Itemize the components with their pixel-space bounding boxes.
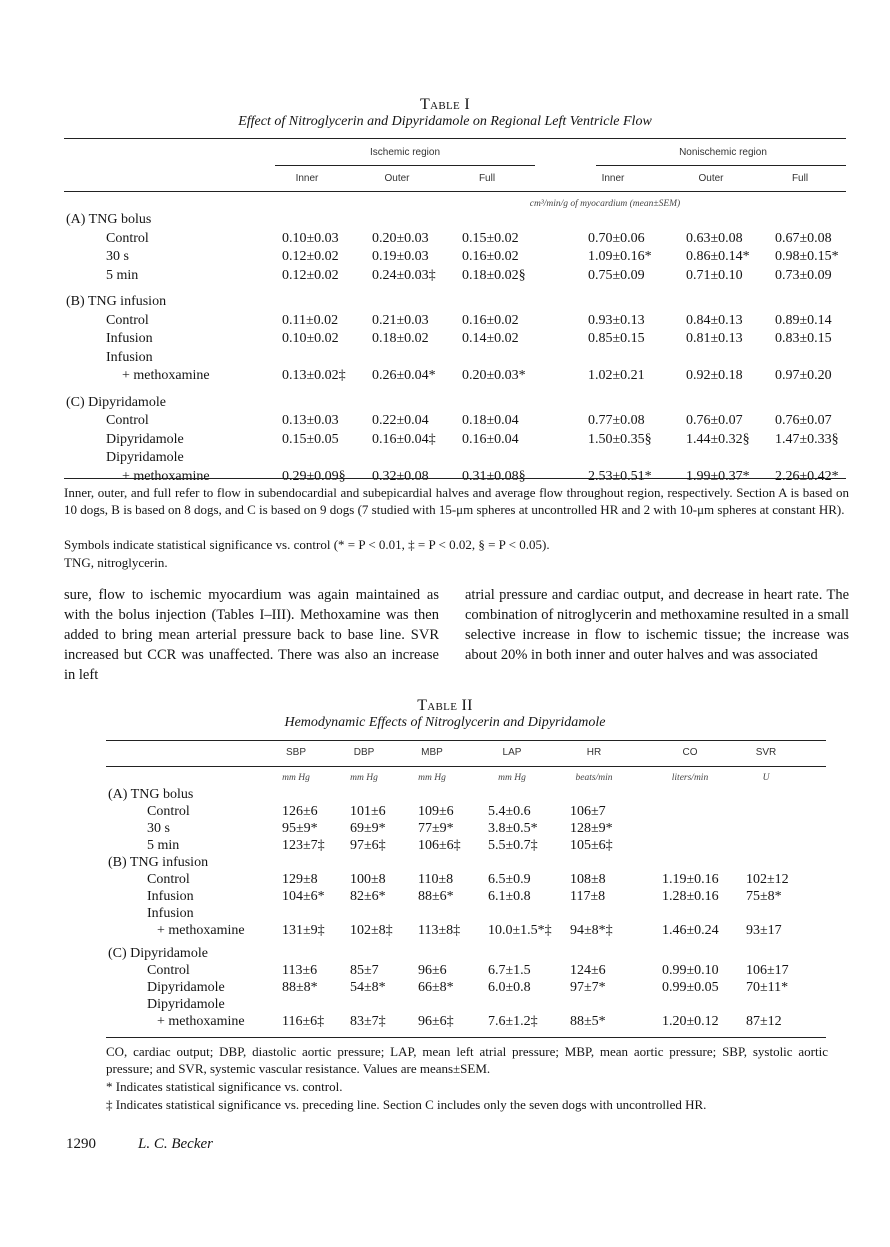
table1-cell: 2.26±0.42* bbox=[775, 468, 839, 484]
table1-cell: 0.75±0.09 bbox=[588, 267, 645, 283]
table2-row-label: Infusion bbox=[147, 889, 194, 904]
table1-cell: 0.18±0.02 bbox=[372, 331, 429, 346]
table1-row-label: Infusion bbox=[106, 349, 153, 365]
table2-row-label: + methoxamine bbox=[157, 923, 245, 938]
table2-row-label: Dipyridamole bbox=[147, 980, 225, 995]
table2-cell: 113±8‡ bbox=[418, 923, 461, 938]
table2-cell: 5.5±0.7‡ bbox=[488, 838, 538, 853]
table1-cell: 0.85±0.15 bbox=[588, 331, 645, 346]
table1-cell: 0.12±0.02 bbox=[282, 267, 339, 283]
table1-cell: 0.76±0.07 bbox=[775, 413, 832, 428]
table2-column-header: DBP bbox=[353, 747, 375, 758]
table2-column-header: CO bbox=[682, 747, 698, 758]
table2-subtitle: Hemodynamic Effects of Nitroglycerin and Dipyridamole bbox=[284, 715, 606, 730]
table1-cell: 0.73±0.09 bbox=[775, 267, 832, 283]
table2-cell: 82±6* bbox=[350, 889, 386, 904]
table2-cell: 88±6* bbox=[418, 889, 454, 904]
table2-cell: 108±8 bbox=[570, 872, 606, 887]
table1-cell: 0.67±0.08 bbox=[775, 230, 832, 246]
table1-section-label: (B) TNG infusion bbox=[66, 294, 167, 309]
table1-cell: 0.22±0.04 bbox=[372, 413, 429, 428]
table2-cell: 75±8* bbox=[746, 889, 782, 904]
table2-cell: 1.19±0.16 bbox=[662, 872, 719, 887]
table2-column-unit: U bbox=[762, 773, 770, 783]
table2-cell: 77±9* bbox=[418, 821, 454, 836]
table1-cell: 0.93±0.13 bbox=[588, 312, 645, 328]
table2-cell: 101±6 bbox=[350, 804, 386, 819]
table2-cell: 106±7 bbox=[570, 804, 606, 819]
table1-row-label: Control bbox=[106, 312, 149, 328]
table1-column-header: Inner bbox=[295, 173, 319, 184]
table1-cell: 0.19±0.03 bbox=[372, 249, 429, 264]
table2-cell: 110±8 bbox=[418, 872, 454, 887]
table1-row-label: Dipyridamole bbox=[106, 431, 184, 447]
table2-cell: 93±17 bbox=[746, 923, 782, 938]
table1-cell: 0.63±0.08 bbox=[686, 230, 743, 246]
table2-cell: 85±7 bbox=[350, 963, 379, 978]
table2-section-label: (B) TNG infusion bbox=[108, 855, 209, 870]
table2-section-label: (A) TNG bolus bbox=[108, 787, 194, 802]
table2-cell: 131±9‡ bbox=[282, 923, 325, 938]
table2-cell: 97±6‡ bbox=[350, 838, 386, 853]
table2-row-label: 30 s bbox=[147, 821, 170, 836]
table1-cell: 2.53±0.51* bbox=[588, 468, 652, 484]
table2-column-header: SVR bbox=[755, 747, 777, 758]
table1-row-label: Infusion bbox=[106, 331, 153, 346]
table2-cell: 83±7‡ bbox=[350, 1014, 386, 1029]
table1-column-header: Outer bbox=[384, 173, 410, 184]
table1-cell: 0.81±0.13 bbox=[686, 331, 743, 346]
table2-cell: 69±9* bbox=[350, 821, 386, 836]
table2-cell: 102±12 bbox=[746, 872, 789, 887]
table2-cell: 6.5±0.9 bbox=[488, 872, 531, 887]
table2-column-header: MBP bbox=[421, 747, 443, 758]
table2-cell: 88±5* bbox=[570, 1014, 606, 1029]
table1-row-label: + methoxamine bbox=[122, 368, 210, 383]
table1-note-2: Symbols indicate statistical significance vs. control (* = P < 0.01, ‡ = P < 0.02, § = P < 0.05). bbox=[64, 537, 550, 552]
table1-cell: 0.86±0.14* bbox=[686, 249, 750, 264]
table1-row-label: 30 s bbox=[106, 249, 129, 264]
table1-cell: 0.77±0.08 bbox=[588, 413, 645, 428]
table2-cell: 117±8 bbox=[570, 889, 606, 904]
body-right-column: atrial pressure and cardiac output, and decrease in heart rate. The combination of nitroglycerin and methoxamine resulted in a small selective increase in flow to ischemic tissue; the increase was about 20% in both inner and outer halves and was associated bbox=[465, 587, 849, 663]
table2-cell: 102±8‡ bbox=[350, 923, 393, 938]
table2-cell: 95±9* bbox=[282, 821, 318, 836]
table1-row-label: + methoxamine bbox=[122, 468, 210, 484]
table2-cell: 123±7‡ bbox=[282, 838, 325, 853]
table2-cell: 116±6‡ bbox=[282, 1014, 325, 1029]
table1-group-nonischemic: Nonischemic region bbox=[679, 147, 767, 158]
table2-cell: 87±12 bbox=[746, 1014, 782, 1029]
table1-cell: 0.11±0.02 bbox=[282, 312, 339, 328]
table1-cell: 0.12±0.02 bbox=[282, 249, 339, 264]
table1-cell: 1.99±0.37* bbox=[686, 468, 750, 484]
table1-cell: 0.29±0.09§ bbox=[282, 468, 346, 484]
table2-bottom-rule bbox=[106, 1037, 826, 1038]
table2-title: Table II bbox=[417, 697, 473, 714]
table2-cell: 106±6‡ bbox=[418, 838, 461, 853]
table1-cell: 0.13±0.03 bbox=[282, 413, 339, 428]
table2-column-unit: mm Hg bbox=[350, 773, 378, 783]
table2-cell: 106±17 bbox=[746, 963, 789, 978]
table2-cell: 124±6 bbox=[570, 963, 606, 978]
table1-cell: 1.09±0.16* bbox=[588, 249, 652, 264]
table1-column-header: Full bbox=[478, 173, 496, 184]
table2-cell: 94±8*‡ bbox=[570, 923, 613, 938]
table2-column-header: SBP bbox=[285, 747, 306, 758]
table1-note-1: Inner, outer, and full refer to flow in subendocardial and subepicardial halves and average flow throughout region, respectively. Section A is based on 10 dogs, B is based on 8 dogs, and C is based on 9 dogs (7 studied with 15-μm spheres at uncontrolled HR and 2 with 10-μm spheres at constant HR). bbox=[64, 485, 849, 517]
table1-title: Table I bbox=[420, 96, 470, 113]
table1-cell: 0.98±0.15* bbox=[775, 249, 839, 264]
table2-cell: 1.46±0.24 bbox=[662, 923, 719, 938]
table1-section-label: (C) Dipyridamole bbox=[66, 394, 166, 410]
table2-cell: 109±6 bbox=[418, 804, 454, 819]
table2-row-label: Control bbox=[147, 963, 190, 978]
table2-cell: 88±8* bbox=[282, 980, 318, 995]
table2-row-label: 5 min bbox=[147, 838, 180, 853]
table1-nonischemic-rule bbox=[596, 165, 846, 166]
table1-header-rule bbox=[64, 191, 846, 192]
table2-cell: 113±6 bbox=[282, 963, 318, 978]
table2-row-label: + methoxamine bbox=[157, 1014, 245, 1029]
table2-note-3: ‡ Indicates statistical significance vs. preceding line. Section C includes only the seven dogs with uncontrolled HR. bbox=[106, 1097, 707, 1112]
table1-cell: 0.16±0.04 bbox=[462, 431, 519, 447]
table1-note-3: TNG, nitroglycerin. bbox=[64, 555, 168, 570]
table2-cell: 96±6‡ bbox=[418, 1014, 454, 1029]
table1-cell: 0.15±0.05 bbox=[282, 431, 339, 447]
table1-cell: 0.15±0.02 bbox=[462, 230, 519, 246]
table1-cell: 0.31±0.08§ bbox=[462, 468, 526, 484]
table2-cell: 97±7* bbox=[570, 980, 606, 995]
table1-cell: 0.20±0.03* bbox=[462, 368, 526, 383]
page-number: 1290 bbox=[66, 1136, 96, 1152]
table2-cell: 7.6±1.2‡ bbox=[488, 1014, 538, 1029]
table1-units: cm³/min/g of myocardium (mean±SEM) bbox=[529, 199, 681, 209]
table1-row-label: 5 min bbox=[106, 267, 139, 283]
table1-ischemic-rule bbox=[275, 165, 535, 166]
table2-cell: 1.28±0.16 bbox=[662, 889, 719, 904]
table2-cell: 126±6 bbox=[282, 804, 318, 819]
table2-cell: 6.1±0.8 bbox=[488, 889, 531, 904]
table2-cell: 6.7±1.5 bbox=[488, 963, 531, 978]
table1-cell: 0.18±0.04 bbox=[462, 413, 519, 428]
table1-row-label: Control bbox=[106, 413, 149, 428]
table2-row-label: Control bbox=[147, 872, 190, 887]
table2-header-rule bbox=[106, 766, 826, 767]
table1-subtitle: Effect of Nitroglycerin and Dipyridamole on Regional Left Ventricle Flow bbox=[238, 114, 652, 129]
table1-cell: 0.18±0.02§ bbox=[462, 267, 526, 283]
table2-cell: 96±6 bbox=[418, 963, 447, 978]
table2-cell: 0.99±0.10 bbox=[662, 963, 719, 978]
table2-column-unit: liters/min bbox=[671, 773, 709, 783]
table1-cell: 0.92±0.18 bbox=[686, 368, 743, 383]
table2-cell: 104±6* bbox=[282, 889, 325, 904]
table1-cell: 0.84±0.13 bbox=[686, 312, 743, 328]
table1-cell: 0.14±0.02 bbox=[462, 331, 519, 346]
table2-cell: 70±11* bbox=[746, 980, 789, 995]
table2-cell: 105±6‡ bbox=[570, 838, 613, 853]
table1-cell: 0.13±0.02‡ bbox=[282, 368, 346, 383]
table1-cell: 0.24±0.03‡ bbox=[372, 267, 436, 283]
table1-section-label: (A) TNG bolus bbox=[66, 212, 152, 227]
table1-cell: 1.02±0.21 bbox=[588, 368, 645, 383]
table2-cell: 128±9* bbox=[570, 821, 613, 836]
table2-cell: 54±8* bbox=[350, 980, 386, 995]
table1-cell: 0.83±0.15 bbox=[775, 331, 832, 346]
table2-cell: 1.20±0.12 bbox=[662, 1014, 719, 1029]
table1-cell: 0.32±0.08 bbox=[372, 468, 429, 484]
table1-column-header: Inner bbox=[601, 173, 625, 184]
table1-cell: 0.89±0.14 bbox=[775, 312, 832, 328]
table1-cell: 1.50±0.35§ bbox=[588, 431, 652, 447]
table2-note-1: CO, cardiac output; DBP, diastolic aortic pressure; LAP, mean left atrial pressure; MBP, mean aortic pressure; SBP, systolic aortic pressure; and SVR, systemic vascular resistance. Values are means±SEM. bbox=[106, 1044, 828, 1076]
table2-row-label: Dipyridamole bbox=[147, 997, 225, 1012]
table1-top-rule bbox=[64, 138, 846, 139]
table1-cell: 0.20±0.03 bbox=[372, 230, 429, 246]
table2-row-label: Control bbox=[147, 804, 190, 819]
table1-cell: 1.47±0.33§ bbox=[775, 431, 839, 447]
table1-cell: 0.10±0.03 bbox=[282, 230, 339, 246]
table2-note-2: * Indicates statistical significance vs. control. bbox=[106, 1079, 343, 1094]
body-left-column: sure, flow to ischemic myocardium was again maintained as with the bolus injection (Tables I–III). Methoxamine was then added to bring mean arterial pressure back to base line. SVR increased but CCR was unaffected. There was also an increase in left bbox=[64, 587, 439, 683]
table1-cell: 0.70±0.06 bbox=[588, 230, 645, 246]
table2-cell: 3.8±0.5* bbox=[488, 821, 538, 836]
table1-bottom-rule bbox=[64, 478, 846, 479]
table1-cell: 0.71±0.10 bbox=[686, 267, 743, 283]
table2-section-label: (C) Dipyridamole bbox=[108, 946, 208, 961]
table2-column-unit: beats/min bbox=[575, 773, 613, 783]
table2-cell: 0.99±0.05 bbox=[662, 980, 719, 995]
table2-cell: 100±8 bbox=[350, 872, 386, 887]
table1-group-ischemic: Ischemic region bbox=[369, 147, 441, 158]
table2-column-unit: mm Hg bbox=[498, 773, 526, 783]
table1-cell: 0.97±0.20 bbox=[775, 368, 832, 383]
table2-cell: 66±8* bbox=[418, 980, 454, 995]
table1-cell: 0.16±0.02 bbox=[462, 249, 519, 264]
table1-cell: 1.44±0.32§ bbox=[686, 431, 750, 447]
table2-column-unit: mm Hg bbox=[282, 773, 310, 783]
table2-row-label: Infusion bbox=[147, 906, 194, 921]
table2-column-header: HR bbox=[586, 747, 602, 758]
table2-cell: 129±8 bbox=[282, 872, 318, 887]
table2-top-rule bbox=[106, 740, 826, 741]
table1-cell: 0.21±0.03 bbox=[372, 312, 429, 328]
table1-row-label: Dipyridamole bbox=[106, 450, 184, 465]
table1-cell: 0.16±0.02 bbox=[462, 312, 519, 328]
table1-cell: 0.16±0.04‡ bbox=[372, 431, 436, 447]
table1-column-header: Full bbox=[791, 173, 809, 184]
table1-cell: 0.76±0.07 bbox=[686, 413, 743, 428]
table2-column-header: LAP bbox=[502, 747, 522, 758]
table1-row-label: Control bbox=[106, 230, 149, 246]
table1-cell: 0.10±0.02 bbox=[282, 331, 339, 346]
table2-column-unit: mm Hg bbox=[418, 773, 446, 783]
table2-cell: 10.0±1.5*‡ bbox=[488, 923, 552, 938]
table2-cell: 5.4±0.6 bbox=[488, 804, 531, 819]
table1-cell: 0.26±0.04* bbox=[372, 368, 436, 383]
table1-column-header: Outer bbox=[698, 173, 724, 184]
table2-cell: 6.0±0.8 bbox=[488, 980, 531, 995]
author-name: L. C. Becker bbox=[138, 1136, 213, 1152]
